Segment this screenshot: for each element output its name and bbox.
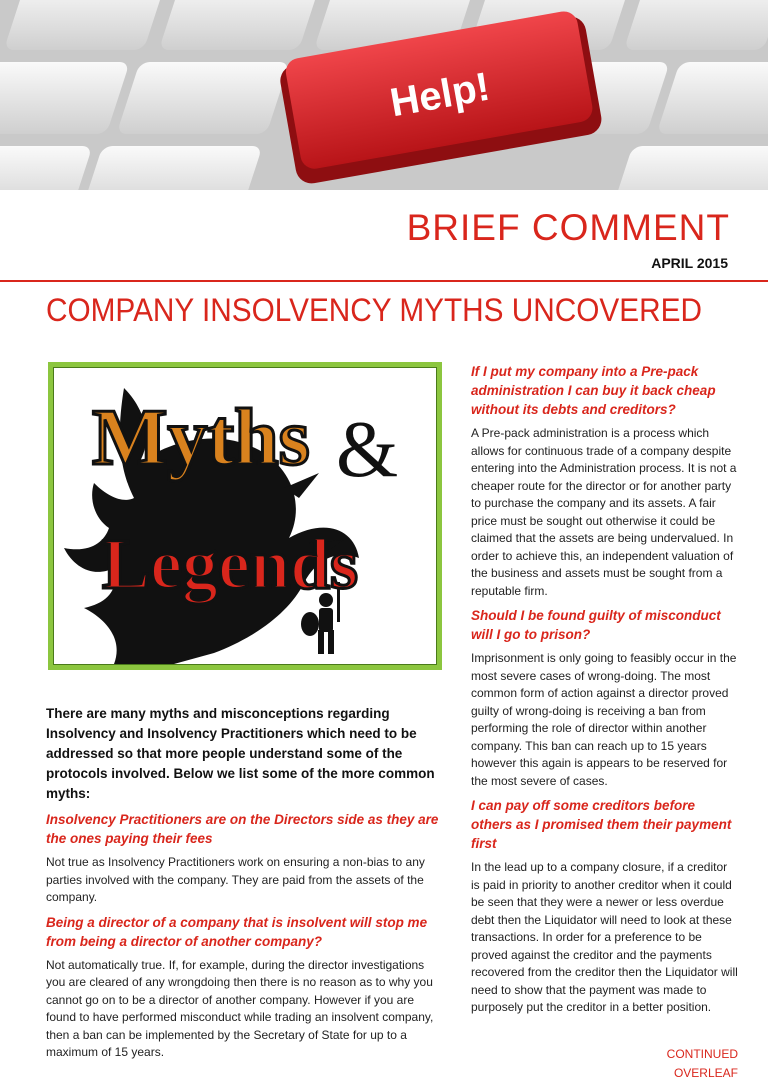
myth-answer-ip-side: Not true as Insolvency Practitioners work on ensuring a non-bias to any parties involved with the company. They are paid from the assets of the company. — [46, 855, 425, 904]
header-divider — [0, 280, 768, 282]
myth-question-ip-side: Insolvency Practitioners are on the Directors side as they are the ones paying their fees — [46, 812, 439, 846]
illustration-word-legends: Legends — [102, 524, 359, 604]
newsletter-title: BRIEF COMMENT — [406, 207, 730, 248]
right-column — [471, 362, 739, 1023]
myth-answer-pre-pack: A Pre-pack administration is a process which allows for continuous trade of a company despite entering into the Administration process. It is not a cheaper route for the director or for another party to purchase the company and its assets. A fair price must be sought out otherwise it could be claimed that the assets are being undervalued. In order to achieve this, an independent valuation of the business and assets must be sought from a reputable firm. — [471, 426, 737, 598]
myths-legends-illustration — [48, 362, 442, 670]
myth-answer-preference: In the lead up to a company closure, if a creditor is paid in priority to another creditor when it could be seen that they were a newer or less overdue debt then the Liquidator will need to look at these transactions. In order for a preference to be proved against the creditor and the payments recovered from the creditor then the Liquidator will need to show that the payment was made to purposely put the creditor in a better position. — [471, 860, 738, 1014]
myth-question-director-ban: Being a director of a company that is insolvent will stop me from being a director of another company? — [46, 914, 428, 949]
myth-question-preference: I can pay off some creditors before others as I promised them their payment first — [471, 798, 732, 851]
illustration-word-myths: Myths — [92, 394, 310, 482]
intro-paragraph: There are many myths and misconceptions regarding Insolvency and Insolvency Practitioners which need to be addressed so that more people understand some of the protocols involved. Below we list some of the more common myths: — [46, 706, 435, 801]
illustration-ampersand: & — [336, 406, 399, 494]
keyboard-illustration — [0, 0, 768, 190]
header-photo-keyboard — [0, 0, 768, 190]
dragon-silhouette-art — [54, 368, 436, 664]
continued-overleaf-note: CONTINUED OVERLEAF — [666, 1047, 738, 1080]
myth-question-prison: Should I be found guilty of misconduct will I go to prison? — [471, 608, 721, 642]
myth-answer-director-ban: Not automatically true. If, for example, during the director investigations you are cleared of any wrongdoing then there is no reason as to why you cannot go on to be a director of another company. However if you are found to have performed misconduct while trading an insolvent company, then a ban can be implemented by the Secretary of State for up to a maximum of 15 years. — [46, 957, 434, 1059]
myth-answer-prison: Imprisonment is only going to feasibly occur in the most severe cases of wrong-doing. The most common form of action against a director proved guilty of wrong-doing is receiving a ban from performing the role of director within another company. This ban can reach up to 15 years however this again is appears to be reserved for the most severe of cases. — [471, 651, 737, 788]
illustration-canvas — [53, 367, 437, 665]
article-headline: COMPANY INSOLVENCY MYTHS UNCOVERED — [46, 292, 702, 328]
help-key-label: Help! — [386, 64, 494, 126]
myth-question-pre-pack: If I put my company into a Pre-pack administration I can buy it back cheap without its debts and creditors? — [471, 364, 716, 417]
issue-date: APRIL 2015 — [651, 255, 728, 271]
left-column — [46, 704, 444, 1068]
